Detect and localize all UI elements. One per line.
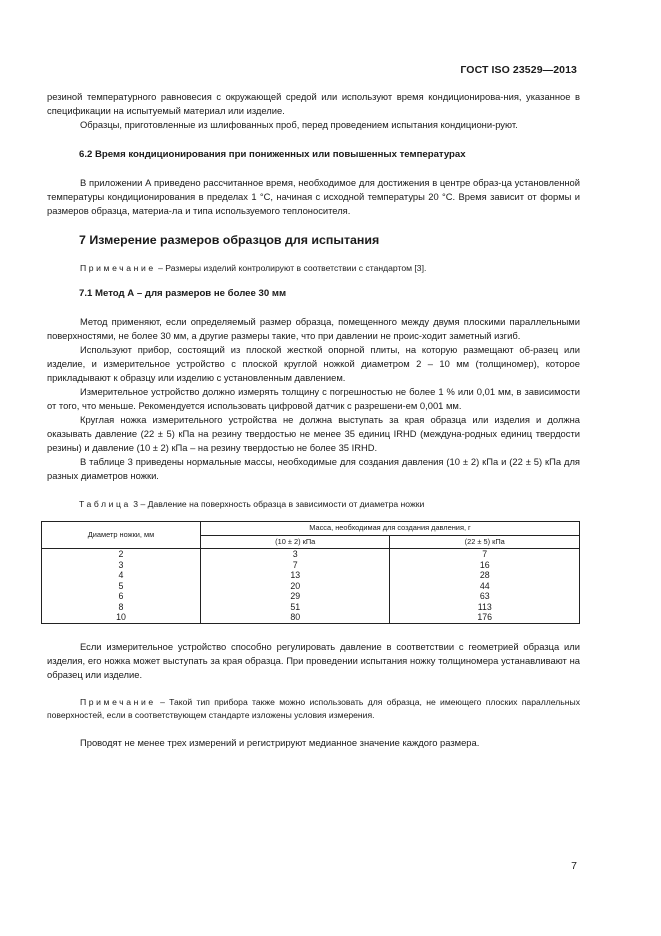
header-diameter: Диаметр ножки, мм — [42, 522, 201, 549]
table-caption-text: 3 – Давление на поверхность образца в зависимости от диаметра ножки — [130, 499, 425, 509]
cell-mass-10: 29 — [201, 591, 390, 602]
cell-mass-10: 3 — [201, 549, 390, 560]
paragraph-instrument: Используют прибор, состоящий из плоской жесткой опорной плиты, на которую размещают об-разец или изделие, и измерительное устройство с плоской круглой ножкой диаметром 2 – 10 мм (толщиномер), которое прикладывают к образцу или изделию с установленным давлением. — [47, 344, 580, 383]
section-heading-6-2: 6.2 Время кондиционирования при пониженных или повышенных температурах — [79, 149, 466, 160]
table-caption — [79, 497, 580, 511]
cell-mass-10: 20 — [201, 581, 390, 592]
cell-diameter: 5 — [42, 581, 201, 592]
table-row — [42, 560, 580, 571]
header-mass: Масса, необходимая для создания давления, г — [201, 522, 580, 536]
table-row — [42, 612, 580, 623]
cell-mass-22: 16 — [390, 560, 580, 571]
paragraph-continuation: резиной температурного равновесия с окружающей средой или используют время кондиционирова-ния, указанное в спецификации на испытуемый материал или изделие. — [47, 91, 580, 116]
cell-mass-22: 44 — [390, 581, 580, 592]
note-2-text: – Такой тип прибора также можно использовать для образца, не имеющего плоских параллельных поверхностей, если в соответствующем стандарте изложены условия измерения. — [47, 696, 580, 720]
note-2 — [47, 696, 580, 722]
note-1 — [47, 262, 580, 275]
cell-mass-22: 63 — [390, 591, 580, 602]
table-row — [42, 570, 580, 581]
cell-mass-10: 51 — [201, 602, 390, 613]
cell-mass-22: 113 — [390, 602, 580, 613]
section-heading-7: 7 Измерение размеров образцов для испытания — [79, 233, 380, 247]
paragraph-foot-pressure: Круглая ножка измерительного устройства не должна выступать за края образца или изделия и должна оказывать давление (22 ± 5) кПа на резину твердостью не менее 35 единиц IRHD (междуна-родных единиц твердости резины) и давление (10 ± 2) кПа – на резину твердостью не более 35 IRHD. — [47, 414, 580, 453]
cell-diameter: 10 — [42, 612, 201, 623]
page-content — [47, 90, 580, 750]
cell-mass-10: 13 — [201, 570, 390, 581]
section-heading-7-1: 7.1 Метод А – для размеров не более 30 мм — [79, 288, 287, 299]
table-row — [42, 602, 580, 613]
header-pressure-10: (10 ± 2) кПа — [201, 535, 390, 549]
page-number: 7 — [571, 860, 577, 872]
cell-diameter: 2 — [42, 549, 201, 560]
paragraph-method-scope: Метод применяют, если определяемый размер образца, помещенного между двумя плоскими параллельными поверхностями, не более 30 мм, а другие размеры такие, что при давлении не проис-ходит заметный изгиб. — [47, 316, 580, 341]
cell-mass-22: 28 — [390, 570, 580, 581]
cell-diameter: 8 — [42, 602, 201, 613]
paragraph-appendix-a: В приложении А приведено рассчитанное время, необходимое для достижения в центре образ-ца установленной температуры кондиционирования в пределах 1 °С, начиная с исходной температуры 20 °С. Время зависит от формы и размеров образца, материа-ла и типа используемого теплоносителя. — [47, 177, 580, 216]
cell-mass-22: 176 — [390, 612, 580, 623]
paragraph-accuracy: Измерительное устройство должно измерять толщину с погрешностью не более 1 % или 0,01 мм, в зависимости от того, что меньше. Рекомендуется использовать цифровой датчик с разрешени-ем 0,001 мм. — [47, 386, 580, 411]
mass-table — [41, 521, 580, 624]
cell-mass-10: 7 — [201, 560, 390, 571]
cell-diameter: 6 — [42, 591, 201, 602]
paragraph-ground-samples: Образцы, приготовленные из шлифованных проб, перед проведением испытания кондициони-руют. — [80, 119, 518, 130]
table-row — [42, 591, 580, 602]
cell-mass-22: 7 — [390, 549, 580, 560]
standard-header: ГОСТ ISO 23529—2013 — [460, 64, 577, 76]
table-caption-label: Таблица — [79, 499, 131, 509]
header-pressure-22: (22 ± 5) кПа — [390, 535, 580, 549]
note-1-label: Примечание — [80, 263, 156, 273]
cell-mass-10: 80 — [201, 612, 390, 623]
table-row — [42, 549, 580, 560]
note-1-text: – Размеры изделий контролируют в соответствии с стандартом [3]. — [155, 263, 427, 273]
paragraph-adjustable-device: Если измерительное устройство способно регулировать давление в соответствии с геометрией образца или изделия, его ножка может выступать за края образца. При проведении испытания ножку толщиномера устанавливают на образец или изделие. — [47, 640, 580, 680]
paragraph-table-ref: В таблице 3 приведены нормальные массы, необходимые для создания давления (10 ± 2) кПа и (22 ± 5) кПа для разных диаметров ножки. — [47, 456, 580, 481]
cell-diameter: 3 — [42, 560, 201, 571]
cell-diameter: 4 — [42, 570, 201, 581]
paragraph-median: Проводят не менее трех измерений и регистрируют медианное значение каждого размера. — [80, 736, 480, 748]
table-row — [42, 581, 580, 592]
note-2-label: Примечание — [80, 696, 156, 707]
